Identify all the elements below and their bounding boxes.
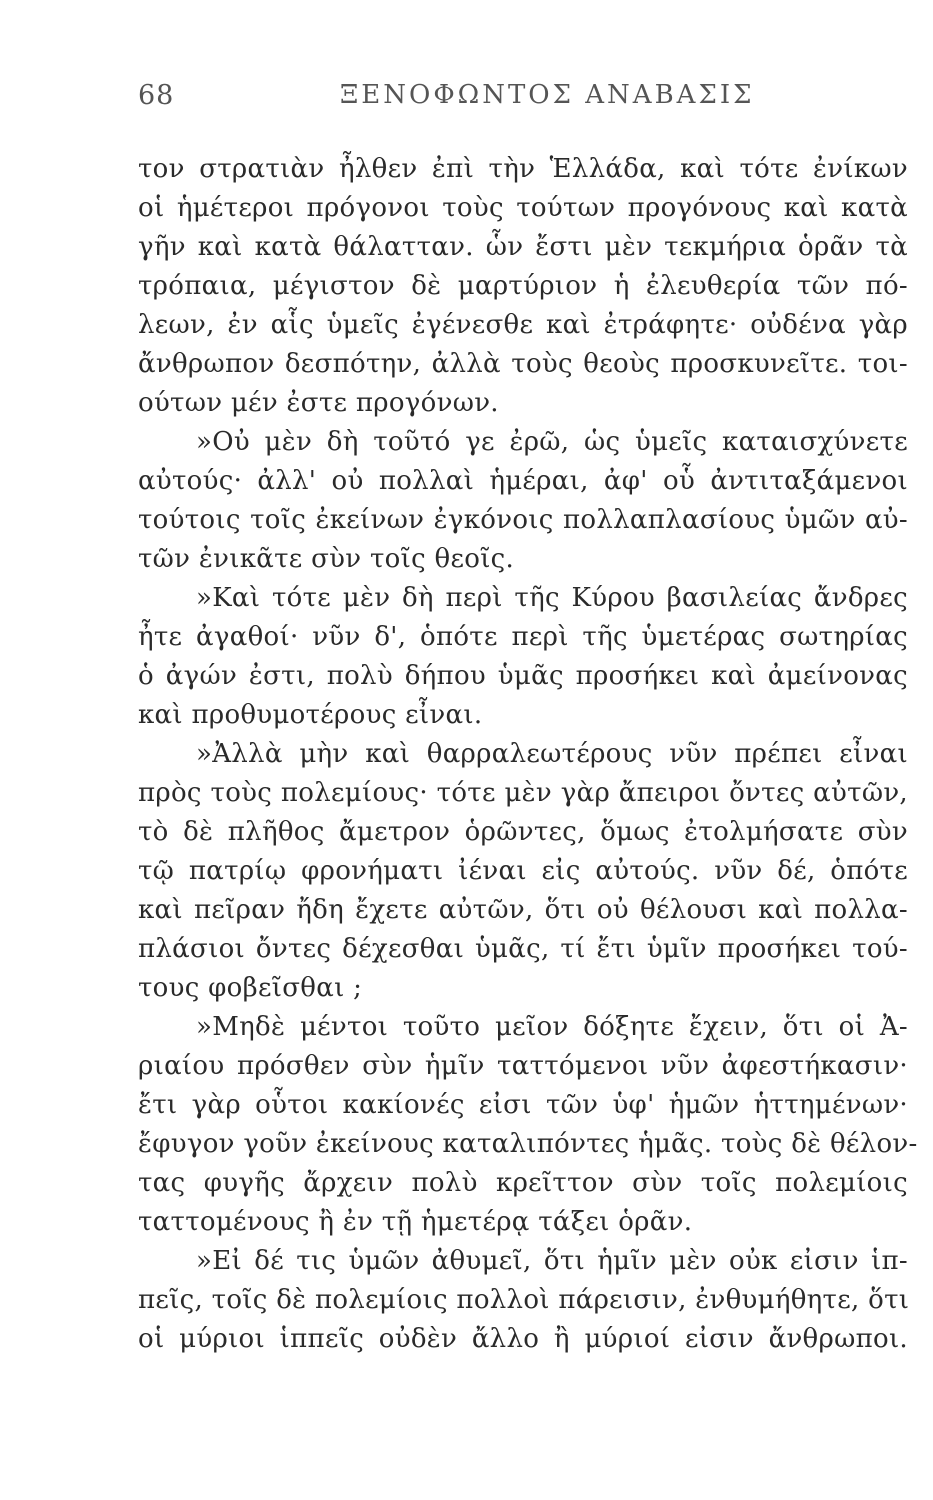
- text-line: ταττομένους ἢ ἐν τῇ ἡμετέρᾳ τάξει ὁρᾶν.: [138, 1207, 693, 1237]
- text-line: ἔφυγον γοῦν ἐκείνους καταλιπόντες ἡμᾶς. τοὺς δὲ θέλον-: [138, 1129, 918, 1159]
- text-line: τρόπαια, μέγιστον δὲ μαρτύριον ἡ ἐλευθερία τῶν πό-: [138, 271, 908, 301]
- text-line: ἦτε ἀγαθοί· νῦν δ', ὁπότε περὶ τῆς ὑμετέρας σωτηρίας: [138, 622, 908, 652]
- text-line: καὶ πεῖραν ἤδη ἔχετε αὐτῶν, ὅτι οὐ θέλουσι καὶ πολλα-: [138, 895, 908, 925]
- body-text: [138, 150, 918, 1359]
- page-number: 68: [138, 80, 175, 111]
- text-line: ούτων μέν ἐστε προγόνων.: [138, 388, 499, 418]
- text-line: τῶν ἐνικᾶτε σὺν τοῖς θεοῖς.: [138, 544, 515, 574]
- text-line: τὸ δὲ πλῆθος ἄμετρον ὁρῶντες, ὅμως ἐτολμήσατε σὺν: [138, 817, 908, 847]
- text-line: αὐτούς· ἀλλ' οὐ πολλαὶ ἡμέραι, ἀφ' οὗ ἀντιταξάμενοι: [138, 466, 908, 496]
- text-line: λεων, ἐν αἷς ὑμεῖς ἐγένεσθε καὶ ἐτράφητε· οὐδένα γὰρ: [138, 310, 908, 340]
- text-line: καὶ προθυμοτέρους εἶναι.: [138, 700, 483, 730]
- text-line: ριαίου πρόσθεν σὺν ἡμῖν ταττόμενοι νῦν ἀφεστήκασιν·: [138, 1051, 908, 1081]
- text-line: ἄνθρωπον δεσπότην, ἀλλὰ τοὺς θεοὺς προσκυνεῖτε. τοι-: [138, 349, 908, 379]
- text-line: τῷ πατρίῳ φρονήματι ἰέναι εἰς αὐτούς. νῦν δέ, ὁπότε: [138, 856, 908, 886]
- text-line: πρὸς τοὺς πολεμίους· τότε μὲν γὰρ ἄπειροι ὄντες αὐτῶν,: [138, 778, 908, 808]
- paragraph-start-line: »Καὶ τότε μὲν δὴ περὶ τῆς Κύρου βασιλείας ἄνδρες: [196, 583, 908, 613]
- text-line: πεῖς, τοῖς δὲ πολεμίοις πολλοὶ πάρεισιν, ἐνθυμήθητε, ὅτι: [138, 1285, 910, 1315]
- text-line: γῆν καὶ κατὰ θάλατταν. ὧν ἔστι μὲν τεκμήρια ὁρᾶν τὰ: [138, 232, 908, 262]
- running-head: ΞΕΝΟΦΩΝΤΟΣ ΑΝΑΒΑΣΙΣ: [340, 80, 755, 110]
- text-line: ἔτι γὰρ οὗτοι κακίονές εἰσι τῶν ὑφ' ἡμῶν ἡττημένων·: [138, 1090, 908, 1120]
- paragraph-start-line: »Ἀλλὰ μὴν καὶ θαρραλεωτέρους νῦν πρέπει εἶναι: [196, 739, 908, 769]
- text-line: οἱ ἡμέτεροι πρόγονοι τοὺς τούτων προγόνους καὶ κατὰ: [138, 193, 908, 223]
- text-line: τας φυγῆς ἄρχειν πολὺ κρεῖττον σὺν τοῖς πολεμίοις: [138, 1168, 908, 1198]
- text-line: τον στρατιὰν ἦλθεν ἐπὶ τὴν Ἑλλάδα, καὶ τότε ἐνίκων: [138, 154, 908, 184]
- page-header: [0, 80, 933, 120]
- paragraph-start-line: »Μηδὲ μέντοι τοῦτο μεῖον δόξητε ἔχειν, ὅτι οἱ Ἀ-: [196, 1012, 908, 1042]
- text-line: ὁ ἀγών ἐστι, πολὺ δήπου ὑμᾶς προσήκει καὶ ἀμείνονας: [138, 661, 908, 691]
- paragraph-start-line: »Εἰ δέ τις ὑμῶν ἀθυμεῖ, ὅτι ἡμῖν μὲν οὐκ εἰσιν ἱπ-: [196, 1246, 908, 1276]
- text-line: τους φοβεῖσθαι ;: [138, 973, 363, 1003]
- text-line: τούτοις τοῖς ἐκείνων ἐγκόνοις πολλαπλασίους ὑμῶν αὐ-: [138, 505, 908, 535]
- text-line: πλάσιοι ὄντες δέχεσθαι ὑμᾶς, τί ἔτι ὑμῖν προσήκει τού-: [138, 934, 908, 964]
- paragraph-start-line: »Οὐ μὲν δὴ τοῦτό γε ἐρῶ, ὡς ὑμεῖς καταισχύνετε: [196, 427, 908, 457]
- text-line: οἱ μύριοι ἱππεῖς οὐδὲν ἄλλο ἢ μύριοί εἰσιν ἄνθρωποι.: [138, 1324, 908, 1354]
